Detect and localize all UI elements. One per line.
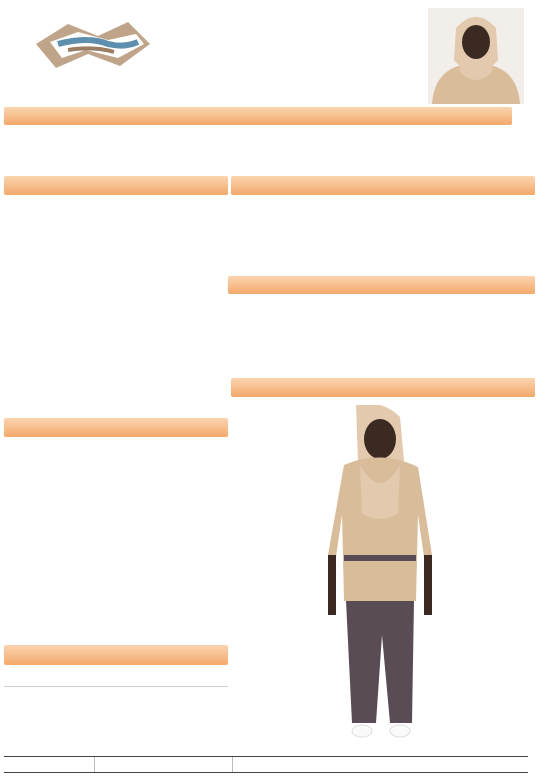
- section-employment-header: [4, 645, 228, 665]
- section-photo-header: [231, 378, 535, 397]
- handshake-logo-icon: [28, 14, 158, 74]
- section-language-header: [228, 276, 535, 294]
- footer-note: [232, 757, 528, 772]
- agent-code-label: [8, 757, 94, 772]
- company-logo: [28, 14, 158, 106]
- agent-code-value: [94, 757, 232, 772]
- agent-code-row: [4, 756, 528, 773]
- agency-name-bar: [4, 107, 512, 125]
- employment-new-row: [4, 665, 228, 687]
- section-personal-header: [4, 176, 228, 195]
- section-skills-header: [4, 418, 228, 437]
- section-passport-header: [231, 176, 535, 195]
- new-value: [100, 665, 160, 686]
- candidate-full-photo: [300, 405, 460, 745]
- new-label-ar: [54, 665, 98, 686]
- candidate-headshot: [428, 8, 524, 104]
